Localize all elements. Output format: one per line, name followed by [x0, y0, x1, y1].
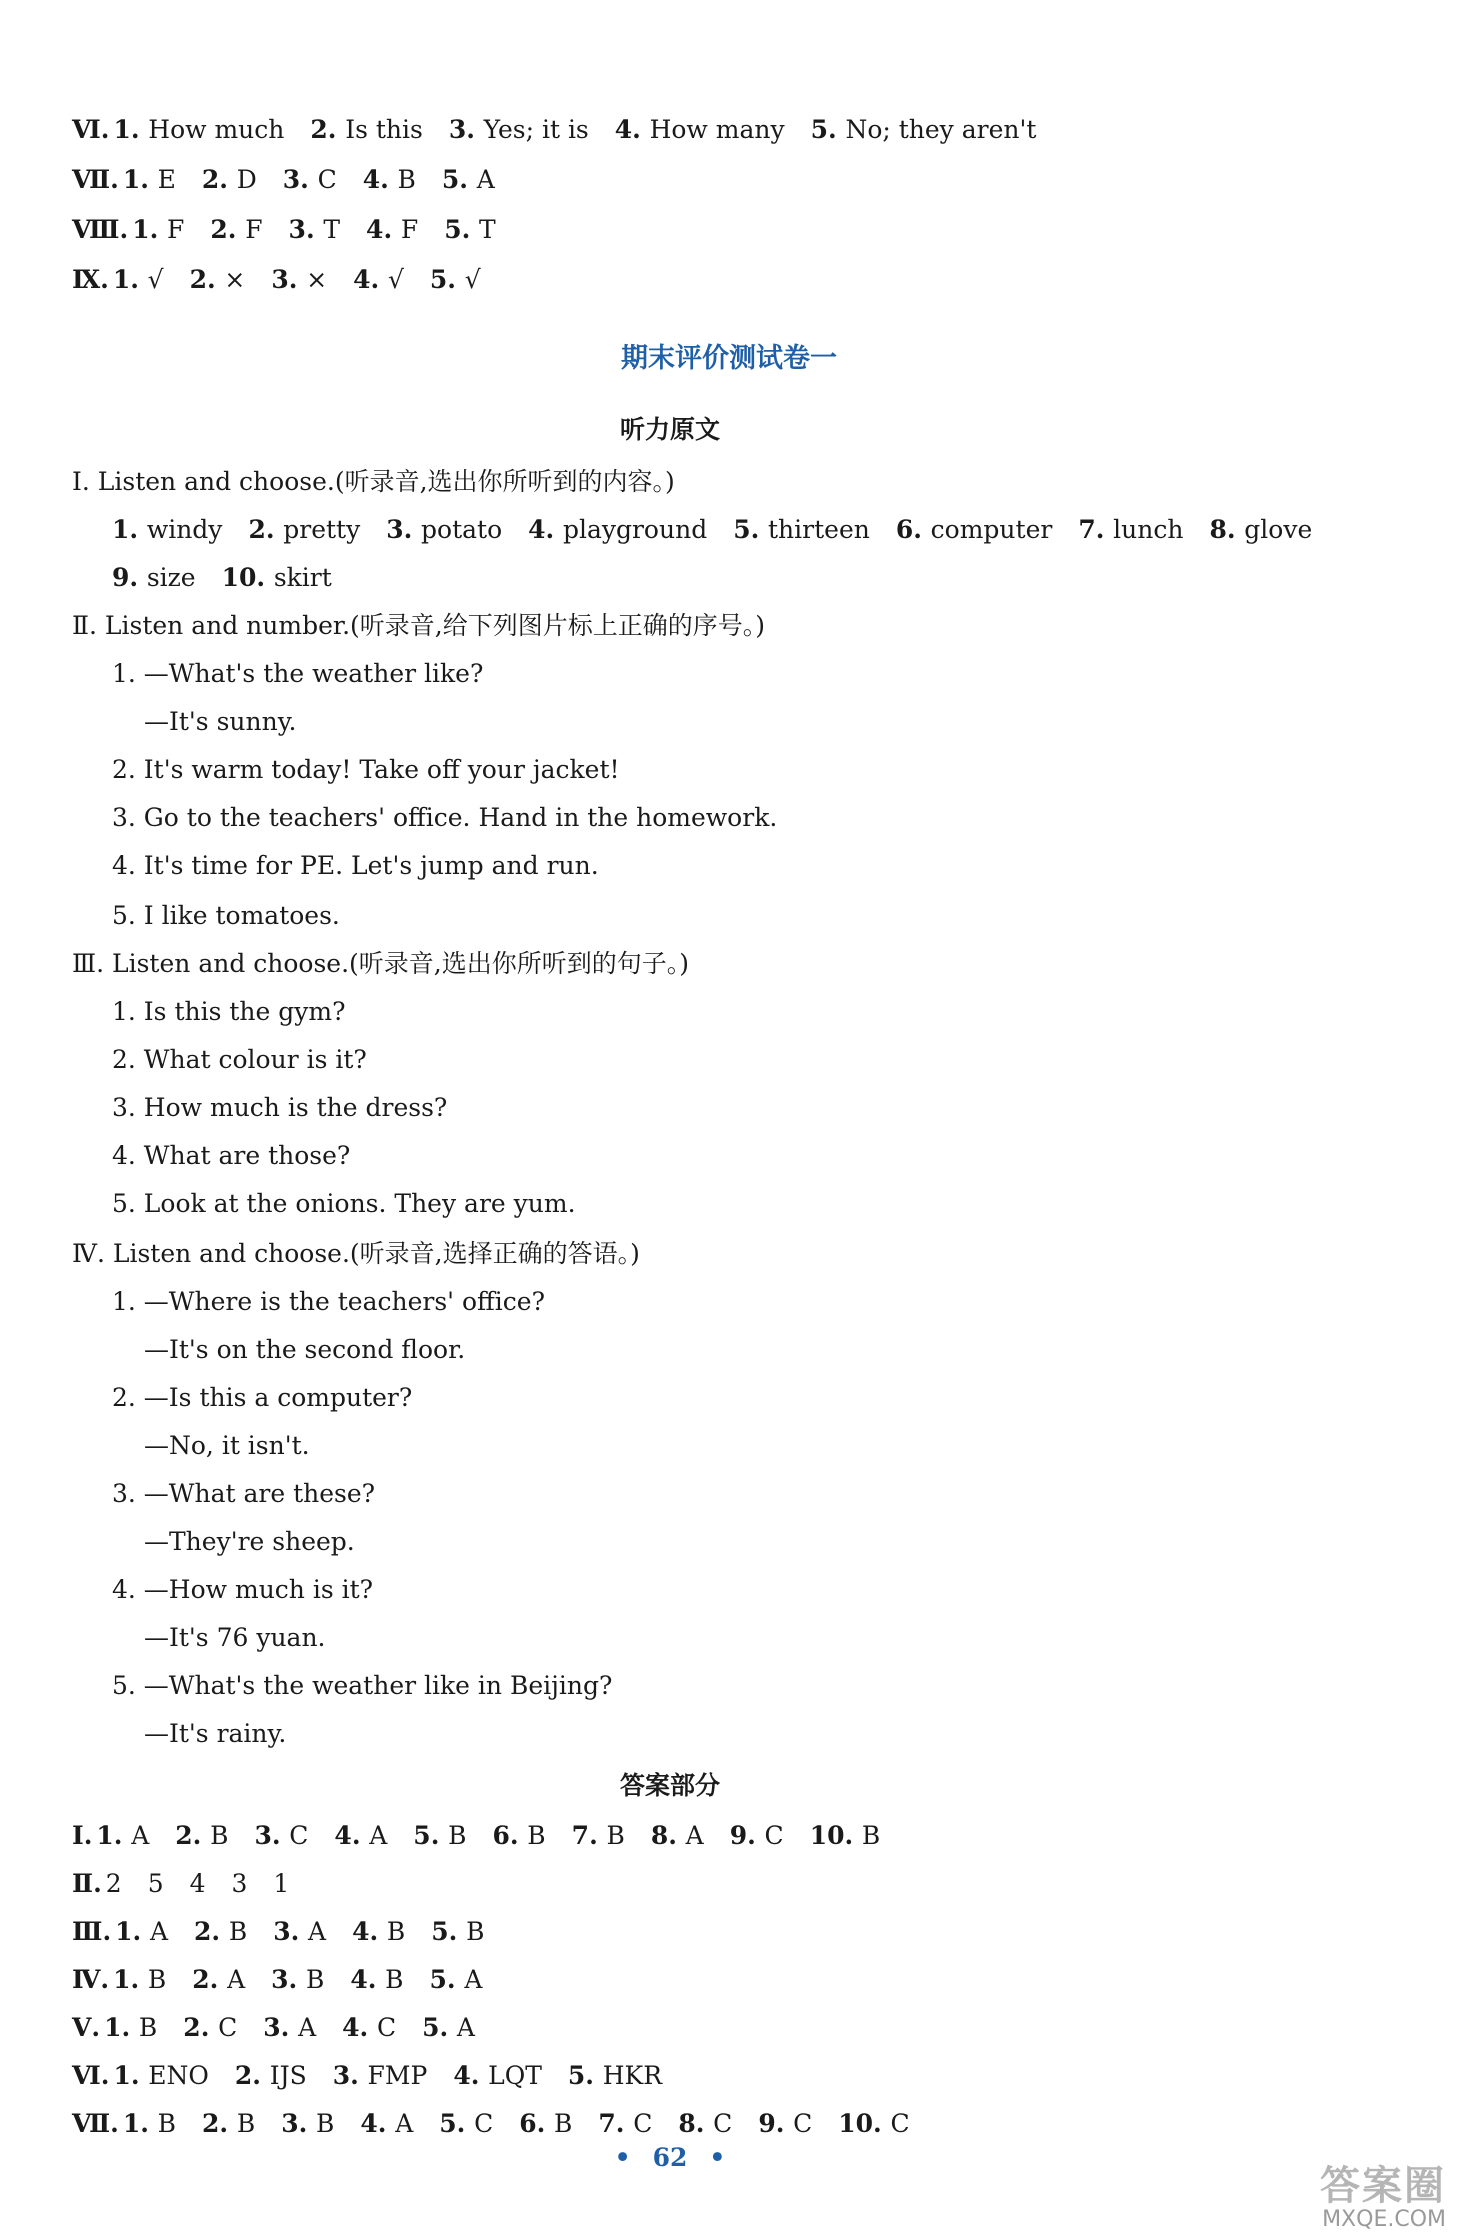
script-line: —It's sunny. [144, 707, 297, 736]
item-value: T [479, 215, 496, 244]
answer-item [360, 2104, 413, 2144]
item-number: 3. [281, 2109, 317, 2138]
item-number: 5. [429, 1965, 465, 1994]
item-value: B [606, 1821, 625, 1850]
roman-numeral: Ⅷ. [72, 215, 129, 244]
item-number: 2. [248, 515, 284, 544]
answer-item [106, 1864, 122, 1904]
answer-item [811, 110, 1037, 150]
script-title: 听力原文 [619, 415, 720, 444]
answer-item [273, 1912, 326, 1952]
item-number: 5. [439, 2109, 475, 2138]
item-value: C [376, 2013, 397, 2042]
item-value: A [395, 2109, 414, 2138]
item-value: Is this [345, 115, 423, 144]
item-number: 5. [567, 2061, 603, 2090]
item-value: B [554, 2109, 573, 2138]
answer-item [353, 260, 404, 300]
roman-numeral: Ⅰ. [72, 1821, 93, 1850]
answer-row [72, 2056, 688, 2096]
answer-item [352, 1912, 405, 1952]
item-value: 1 [273, 1869, 290, 1898]
answer-item [678, 2104, 732, 2144]
item-number: 6. [519, 2109, 555, 2138]
answer-item [310, 110, 422, 150]
item-value: skirt [273, 563, 332, 592]
item-number: 5. [810, 115, 846, 144]
item-number: 9. [729, 1821, 765, 1850]
item-value: A [369, 1821, 388, 1850]
item-number: 1. [132, 215, 168, 244]
item-number: 3. [271, 1965, 306, 1994]
item-value: B [397, 165, 416, 194]
item-value: playground [562, 515, 708, 544]
item-number: 5. [431, 1917, 467, 1946]
item-value: 2 [105, 1869, 122, 1898]
answer-item [528, 510, 707, 550]
answer-item [1078, 510, 1183, 550]
item-number: 3. [254, 1821, 290, 1850]
answer-item [730, 1816, 784, 1856]
item-value: C [713, 2109, 733, 2138]
item-value: C [633, 2109, 653, 2138]
answer-item [113, 2056, 208, 2096]
roman-numeral: Ⅳ. [72, 1965, 110, 1994]
item-number: 10. [809, 1821, 862, 1850]
answer-item [113, 260, 164, 300]
item-value: F [167, 215, 185, 244]
item-number: 2. [202, 2109, 237, 2138]
item-number: 9. [112, 563, 147, 592]
roman-numeral: Ⅱ. [72, 1869, 102, 1898]
item-value: B [385, 1965, 404, 1994]
item-number: 4. [352, 1917, 387, 1946]
item-value: IJS [269, 2061, 307, 2090]
answer-item [444, 210, 496, 250]
item-number: 1. [115, 1917, 150, 1946]
item-number: 1. [112, 515, 147, 544]
top-answer-row [72, 260, 507, 300]
item-value: FMP [367, 2061, 428, 2090]
answer-title: 答案部分 [619, 1771, 720, 1800]
script-line: 1. Is this the gym? [112, 997, 346, 1026]
page-number-text: 62 [652, 2143, 688, 2172]
answer-item [431, 1912, 484, 1952]
item-value: ENO [148, 2061, 209, 2090]
item-value: A [308, 1917, 327, 1946]
item-number: 10. [838, 2109, 891, 2138]
top-answer-row [72, 210, 522, 250]
item-number: 1. [96, 1821, 132, 1850]
item-value: A [131, 1821, 150, 1850]
item-number: 3. [263, 2013, 299, 2042]
roman-numeral: Ⅶ. [72, 165, 119, 194]
item-number: 3. [332, 2061, 368, 2090]
roman-numeral: Ⅵ. [72, 115, 110, 144]
item-number: 8. [1209, 515, 1245, 544]
roman-numeral: Ⅴ. [72, 2013, 101, 2042]
item-number: 4. [342, 2013, 377, 2042]
item-value: A [685, 1821, 704, 1850]
dot-left: • [614, 2143, 631, 2172]
item-number: 2. [310, 115, 346, 144]
answer-item [132, 210, 184, 250]
item-number: 9. [758, 2109, 794, 2138]
script-line: 4. —How much is it? [112, 1575, 374, 1604]
item-number: 3. [273, 1917, 309, 1946]
script-line: —It's 76 yuan. [144, 1623, 326, 1652]
item-number: 2. [201, 165, 237, 194]
answer-item [232, 1864, 248, 1904]
answer-item [442, 160, 495, 200]
item-row [112, 558, 358, 598]
item-value: B [448, 1821, 467, 1850]
item-value: B [228, 1917, 248, 1946]
item-value: B [138, 2013, 158, 2042]
section-heading: Ⅲ. Listen and choose.(听录音,选出你所听到的句子。) [72, 949, 690, 978]
answer-item [112, 558, 196, 598]
answer-item [363, 160, 416, 200]
item-value: No; they aren't [845, 115, 1037, 144]
item-number: 3. [271, 265, 307, 294]
answer-item [430, 260, 481, 300]
item-value: C [793, 2109, 813, 2138]
item-value: 5 [147, 1869, 164, 1898]
answer-item [271, 1960, 324, 2000]
item-value: C [317, 165, 337, 194]
script-line: 4. What are those? [112, 1141, 351, 1170]
item-value: B [147, 1965, 167, 1994]
answer-row [72, 1960, 508, 2000]
script-line: —No, it isn't. [144, 1431, 310, 1460]
script-line: 5. Look at the onions. They are yum. [112, 1189, 576, 1218]
item-value: 3 [231, 1869, 248, 1898]
item-value: computer [930, 515, 1053, 544]
item-value: B [527, 1821, 546, 1850]
item-number: 5. [733, 515, 769, 544]
answer-item [492, 1816, 545, 1856]
item-value: lunch [1113, 515, 1184, 544]
top-answer-row [72, 160, 521, 200]
item-value: How many [649, 115, 785, 144]
item-number: 7. [1078, 515, 1114, 544]
item-value: C [890, 2109, 910, 2138]
answer-item [194, 1912, 247, 1952]
script-line: 5. I like tomatoes. [112, 901, 340, 930]
item-number: 4. [528, 515, 563, 544]
script-line: 3. Go to the teachers' office. Hand in the homework. [112, 803, 778, 832]
answer-row [72, 1816, 906, 1856]
script-line: 5. —What's the weather like in Beijing? [112, 1671, 613, 1700]
item-number: 1. [104, 2013, 139, 2042]
item-number: 5. [422, 2013, 457, 2042]
item-row [112, 510, 1338, 550]
item-value: size [146, 563, 196, 592]
item-value: HKR [602, 2061, 663, 2090]
item-value: A [456, 2013, 475, 2042]
script-line: —It's on the second floor. [144, 1335, 466, 1364]
item-number: 1. [113, 115, 149, 144]
top-answer-row [72, 110, 1062, 150]
answer-row [72, 2104, 936, 2144]
answer-item [422, 2008, 475, 2048]
item-value: A [464, 1965, 483, 1994]
item-value: A [298, 2013, 317, 2042]
answer-item [366, 210, 418, 250]
item-number: 1. [113, 1965, 148, 1994]
answer-item [148, 1864, 164, 1904]
item-number: 1. [122, 165, 158, 194]
item-number: 1. [113, 2061, 149, 2090]
item-value: A [476, 165, 495, 194]
answer-item [350, 1960, 403, 2000]
item-value: B [157, 2109, 177, 2138]
answer-item [113, 1960, 166, 2000]
item-value: Yes; it is [483, 115, 589, 144]
answer-item [1209, 510, 1312, 550]
answer-item [651, 1816, 704, 1856]
item-value: B [861, 1821, 881, 1850]
item-value: pretty [283, 515, 361, 544]
answer-item [733, 510, 870, 550]
answer-item [289, 210, 341, 250]
item-value: windy [146, 515, 223, 544]
answer-item [572, 1816, 625, 1856]
answer-item [202, 160, 257, 200]
item-value: B [316, 2109, 335, 2138]
answer-item [333, 2056, 428, 2096]
answer-item [123, 2104, 176, 2144]
answer-item [283, 160, 337, 200]
answer-item [615, 110, 785, 150]
item-number: 1. [122, 2109, 158, 2138]
item-number: 8. [650, 1821, 686, 1850]
item-number: 2. [192, 1965, 228, 1994]
item-number: 3. [282, 165, 318, 194]
item-number: 3. [448, 115, 484, 144]
watermark-url: MXQE.COM [1322, 2206, 1446, 2232]
answer-item [175, 1816, 228, 1856]
item-value: F [245, 215, 263, 244]
item-value: C [289, 1821, 309, 1850]
item-number: 7. [598, 2109, 634, 2138]
item-number: 2. [210, 215, 246, 244]
answer-item [568, 2056, 662, 2096]
script-line: 4. It's time for PE. Let's jump and run. [112, 851, 599, 880]
item-value: B [466, 1917, 485, 1946]
answer-item [449, 110, 589, 150]
answer-item [190, 260, 246, 300]
answer-item [281, 2104, 334, 2144]
item-value: B [210, 1821, 229, 1850]
answer-item [112, 510, 222, 550]
answer-item [273, 1864, 289, 1904]
answer-item [115, 1912, 168, 1952]
item-value: How much [148, 115, 285, 144]
answer-item [838, 2104, 909, 2144]
item-number: 4. [366, 215, 401, 244]
item-value: 4 [189, 1869, 206, 1898]
roman-numeral: Ⅵ. [72, 2061, 110, 2090]
dot-right: • [709, 2143, 726, 2172]
answer-item [342, 2008, 396, 2048]
answer-item [263, 2008, 316, 2048]
item-value: B [236, 2109, 256, 2138]
item-number: 8. [678, 2109, 714, 2138]
answer-item [210, 210, 262, 250]
script-line: 3. —What are these? [112, 1479, 376, 1508]
item-number: 5. [441, 165, 477, 194]
item-number: 4. [360, 2109, 396, 2138]
item-value: LQT [488, 2061, 542, 2090]
item-number: 7. [571, 1821, 607, 1850]
answer-item [248, 510, 360, 550]
answer-item [413, 1816, 466, 1856]
script-line: 2. What colour is it? [112, 1045, 367, 1074]
answer-item [190, 1864, 206, 1904]
item-value: C [474, 2109, 494, 2138]
item-number: 4. [453, 2061, 489, 2090]
answer-item [430, 1960, 483, 2000]
item-number: 4. [614, 115, 650, 144]
answer-item [254, 1816, 308, 1856]
item-number: 4. [350, 1965, 386, 1994]
item-value: C [764, 1821, 784, 1850]
answer-item [519, 2104, 572, 2144]
item-value: A [149, 1917, 169, 1946]
answer-item [453, 2056, 542, 2096]
script-line: 2. —Is this a computer? [112, 1383, 413, 1412]
answer-item [271, 260, 327, 300]
script-line: 1. —Where is the teachers' office? [112, 1287, 545, 1316]
roman-numeral: Ⅸ. [72, 265, 109, 294]
item-value: √ [464, 265, 481, 294]
item-value: potato [421, 515, 503, 544]
item-value: E [157, 165, 176, 194]
item-number: 2. [234, 2061, 270, 2090]
answer-item [123, 160, 176, 200]
answer-item [222, 558, 332, 598]
section-heading: Ⅰ. Listen and choose.(听录音,选出你所听到的内容。) [72, 467, 675, 496]
roman-numeral: Ⅶ. [72, 2109, 119, 2138]
item-number: 1. [112, 265, 148, 294]
item-number: 4. [334, 1821, 370, 1850]
item-number: 2. [183, 2013, 219, 2042]
answer-row [72, 1864, 315, 1904]
item-number: 5. [413, 1821, 449, 1850]
item-number: 2. [175, 1821, 211, 1850]
item-value: glove [1244, 515, 1313, 544]
answer-item [235, 2056, 307, 2096]
answer-item [896, 510, 1052, 550]
script-line: 2. It's warm today! Take off your jacket! [112, 755, 620, 784]
script-line: 1. —What's the weather like? [112, 659, 484, 688]
watermark-logo: 答案圈 [1320, 2162, 1446, 2209]
script-line: —They're sheep. [144, 1527, 355, 1556]
item-number: 4. [353, 265, 388, 294]
watermark [1320, 2164, 1446, 2232]
roman-numeral: Ⅲ. [72, 1917, 112, 1946]
item-value: × [306, 265, 328, 294]
item-value: thirteen [768, 515, 870, 544]
answer-item [192, 1960, 245, 2000]
section-heading: Ⅳ. Listen and choose.(听录音,选择正确的答语。) [72, 1239, 640, 1268]
item-number: 5. [429, 265, 465, 294]
item-number: 4. [362, 165, 398, 194]
item-number: 6. [895, 515, 931, 544]
item-number: 3. [386, 515, 422, 544]
answer-item [113, 110, 284, 150]
item-number: 10. [221, 563, 274, 592]
item-number: 5. [444, 215, 480, 244]
answer-item [386, 510, 502, 550]
answer-item [334, 1816, 387, 1856]
answer-item [598, 2104, 652, 2144]
answer-item [810, 1816, 881, 1856]
item-value: T [323, 215, 341, 244]
item-value: D [236, 165, 257, 194]
answer-item [758, 2104, 812, 2144]
answer-item [439, 2104, 493, 2144]
item-value: F [400, 215, 419, 244]
script-line: —It's rainy. [144, 1719, 287, 1748]
item-value: × [224, 265, 246, 294]
answer-item [96, 1816, 149, 1856]
item-value: C [218, 2013, 238, 2042]
item-value: A [227, 1965, 246, 1994]
page-number [0, 2143, 1340, 2172]
section-heading: Ⅱ. Listen and number.(听录音,给下列图片标上正确的序号。) [72, 611, 765, 640]
item-number: 3. [288, 215, 324, 244]
answer-item [104, 2008, 157, 2048]
item-value: √ [147, 265, 164, 294]
item-number: 2. [194, 1917, 229, 1946]
answer-item [202, 2104, 255, 2144]
answer-row [72, 2008, 501, 2048]
item-value: B [386, 1917, 406, 1946]
item-value: B [305, 1965, 325, 1994]
item-number: 2. [189, 265, 225, 294]
exam-title: 期末评价测试卷一 [621, 343, 837, 374]
answer-row [72, 1912, 510, 1952]
answer-item [183, 2008, 237, 2048]
item-value: √ [387, 265, 404, 294]
item-number: 6. [492, 1821, 528, 1850]
script-line: 3. How much is the dress? [112, 1093, 448, 1122]
